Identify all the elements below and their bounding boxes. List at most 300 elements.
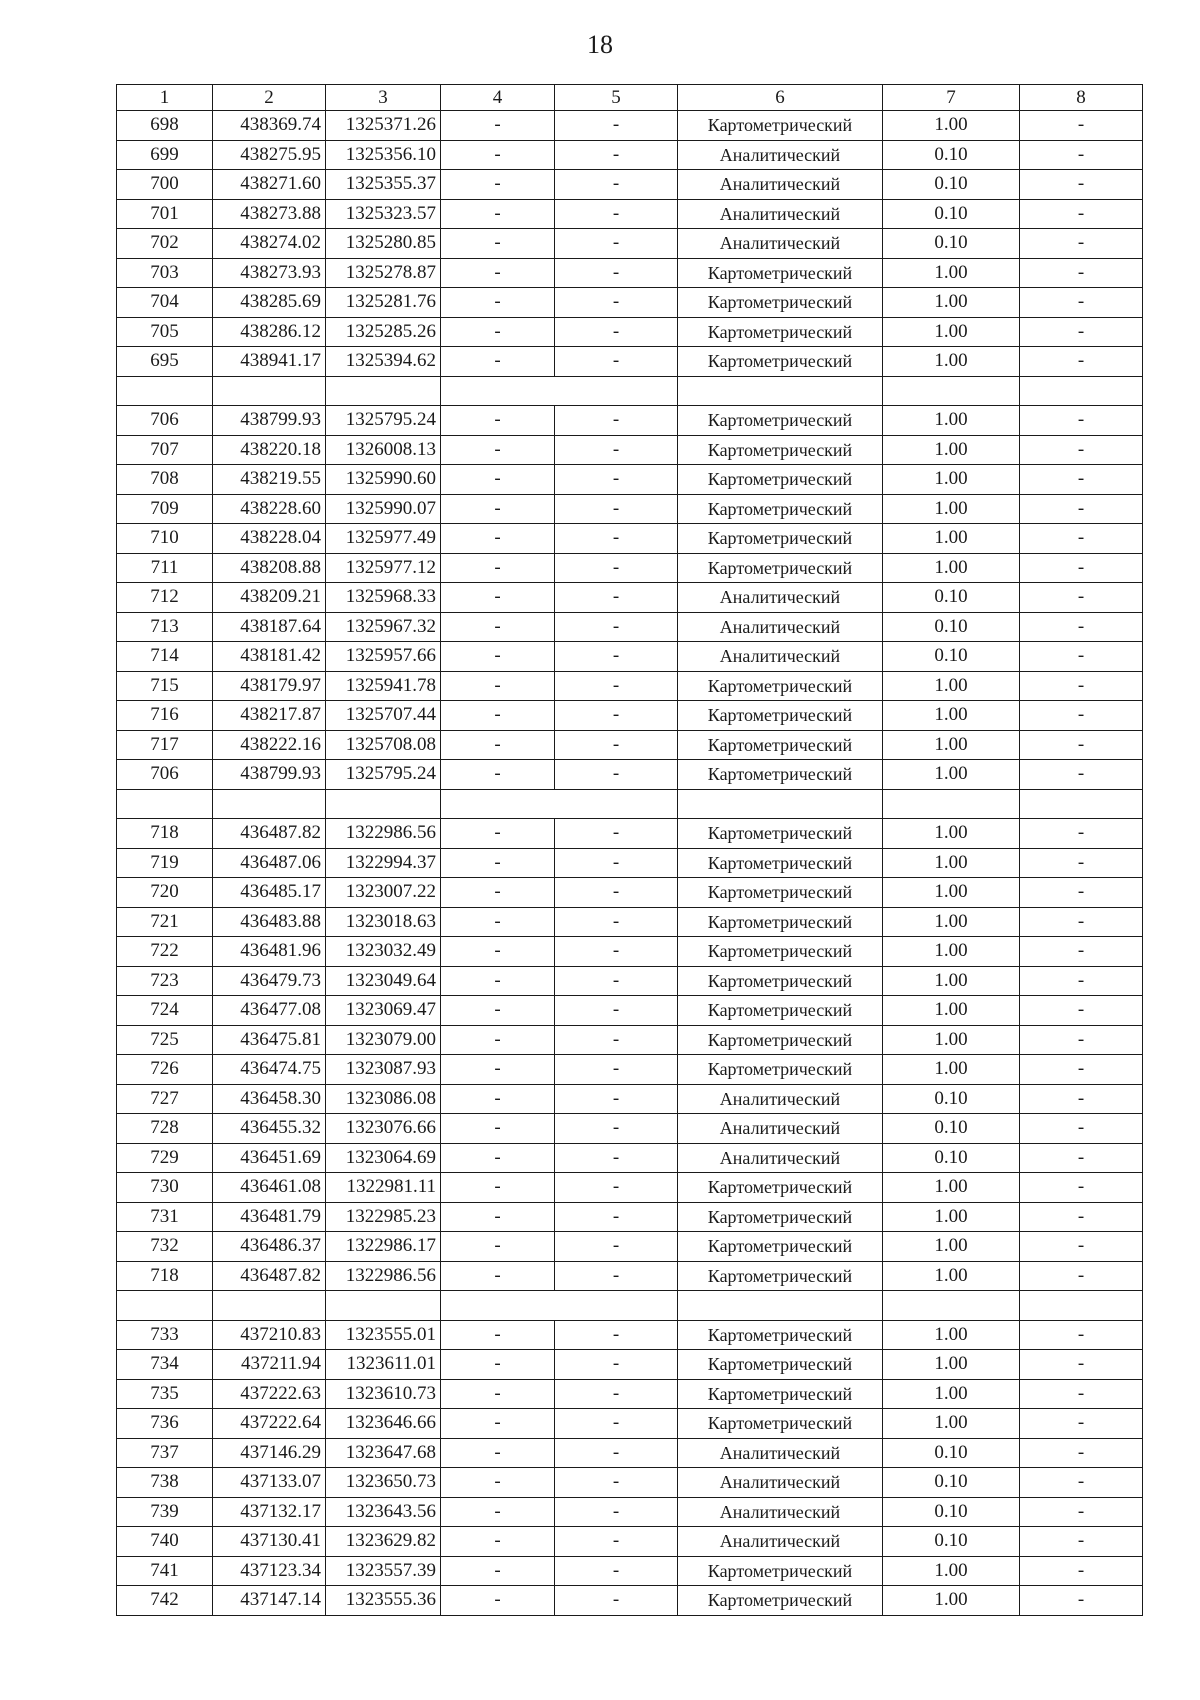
x-coordinate-cell: 438271.60 [213, 170, 326, 200]
col-4-cell: - [441, 435, 555, 465]
col-8-cell: - [1020, 1055, 1143, 1085]
col-8-cell: - [1020, 494, 1143, 524]
accuracy-cell: 1.00 [883, 1261, 1020, 1291]
col-5-cell: - [555, 730, 678, 760]
col-8-cell: - [1020, 1202, 1143, 1232]
col-5-cell: - [555, 907, 678, 937]
x-coordinate-cell: 438286.12 [213, 317, 326, 347]
method-cell: Картометрический [678, 907, 883, 937]
col-8-cell: - [1020, 966, 1143, 996]
accuracy-cell: 1.00 [883, 760, 1020, 790]
column-header-3: 3 [326, 85, 441, 111]
method-cell: Картометрический [678, 701, 883, 731]
page-number: 18 [587, 30, 613, 59]
col-8-cell: - [1020, 347, 1143, 377]
x-coordinate-cell: 438220.18 [213, 435, 326, 465]
method-cell: Картометрический [678, 1350, 883, 1380]
method-cell: Картометрический [678, 1586, 883, 1616]
method-cell: Картометрический [678, 288, 883, 318]
accuracy-cell: 1.00 [883, 406, 1020, 436]
x-coordinate-cell: 436455.32 [213, 1114, 326, 1144]
y-coordinate-cell: 1325355.37 [326, 170, 441, 200]
col-4-cell: - [441, 1556, 555, 1586]
col-5-cell: - [555, 258, 678, 288]
x-coordinate-cell: 437222.63 [213, 1379, 326, 1409]
x-coordinate-cell: 437132.17 [213, 1497, 326, 1527]
col-4-cell: - [441, 170, 555, 200]
x-coordinate-cell: 437222.64 [213, 1409, 326, 1439]
y-coordinate-cell: 1322994.37 [326, 848, 441, 878]
table-row [117, 1114, 1143, 1144]
y-coordinate-cell: 1322985.23 [326, 1202, 441, 1232]
x-coordinate-cell: 437210.83 [213, 1320, 326, 1350]
accuracy-cell: 1.00 [883, 524, 1020, 554]
col-5-cell: - [555, 642, 678, 672]
table-row [117, 1232, 1143, 1262]
accuracy-cell: 1.00 [883, 317, 1020, 347]
accuracy-cell: 0.10 [883, 583, 1020, 613]
method-cell: Аналитический [678, 1143, 883, 1173]
col-8-cell: - [1020, 848, 1143, 878]
table-row [117, 1320, 1143, 1350]
x-coordinate-cell: 436475.81 [213, 1025, 326, 1055]
col-4-cell: - [441, 642, 555, 672]
col-8-cell: - [1020, 1261, 1143, 1291]
col-8-cell [1020, 789, 1143, 819]
column-header-8: 8 [1020, 85, 1143, 111]
col-5-cell: - [555, 406, 678, 436]
point-number-cell: 742 [117, 1586, 213, 1616]
table-row [117, 1409, 1143, 1439]
method-cell: Картометрический [678, 317, 883, 347]
col-5-cell [555, 376, 678, 406]
column-header-2: 2 [213, 85, 326, 111]
point-number-cell [117, 789, 213, 819]
column-header-1: 1 [117, 85, 213, 111]
accuracy-cell: 1.00 [883, 288, 1020, 318]
table-row [117, 612, 1143, 642]
x-coordinate-cell: 438799.93 [213, 760, 326, 790]
point-number-cell: 700 [117, 170, 213, 200]
col-8-cell: - [1020, 465, 1143, 495]
table-row [117, 199, 1143, 229]
table-row [117, 1527, 1143, 1557]
accuracy-cell: 1.00 [883, 435, 1020, 465]
table-row [117, 258, 1143, 288]
table-row [117, 465, 1143, 495]
col-8-cell: - [1020, 1497, 1143, 1527]
table-body [117, 85, 1143, 1616]
table-row [117, 140, 1143, 170]
point-number-cell: 739 [117, 1497, 213, 1527]
x-coordinate-cell: 436487.82 [213, 819, 326, 849]
accuracy-cell: 1.00 [883, 1202, 1020, 1232]
y-coordinate-cell: 1325280.85 [326, 229, 441, 259]
method-cell: Картометрический [678, 1055, 883, 1085]
table-row [117, 583, 1143, 613]
y-coordinate-cell: 1325977.12 [326, 553, 441, 583]
y-coordinate-cell: 1323643.56 [326, 1497, 441, 1527]
col-8-cell: - [1020, 258, 1143, 288]
y-coordinate-cell: 1326008.13 [326, 435, 441, 465]
point-number-cell: 732 [117, 1232, 213, 1262]
point-number-cell: 711 [117, 553, 213, 583]
col-8-cell: - [1020, 1556, 1143, 1586]
x-coordinate-cell: 438273.88 [213, 199, 326, 229]
col-4-cell: - [441, 1586, 555, 1616]
accuracy-cell: 1.00 [883, 465, 1020, 495]
x-coordinate-cell: 438181.42 [213, 642, 326, 672]
method-cell: Картометрический [678, 524, 883, 554]
x-coordinate-cell: 438222.16 [213, 730, 326, 760]
table-row [117, 347, 1143, 377]
accuracy-cell [883, 376, 1020, 406]
accuracy-cell: 1.00 [883, 553, 1020, 583]
col-4-cell: - [441, 701, 555, 731]
x-coordinate-cell: 438228.04 [213, 524, 326, 554]
accuracy-cell: 0.10 [883, 1143, 1020, 1173]
method-cell: Аналитический [678, 1114, 883, 1144]
table-row [117, 937, 1143, 967]
y-coordinate-cell: 1323079.00 [326, 1025, 441, 1055]
x-coordinate-cell: 438187.64 [213, 612, 326, 642]
col-5-cell: - [555, 1379, 678, 1409]
col-4-cell: - [441, 1527, 555, 1557]
y-coordinate-cell: 1323650.73 [326, 1468, 441, 1498]
col-5-cell: - [555, 1232, 678, 1262]
col-4-cell: - [441, 1379, 555, 1409]
accuracy-cell: 1.00 [883, 1320, 1020, 1350]
col-5-cell: - [555, 1173, 678, 1203]
col-5-cell: - [555, 1055, 678, 1085]
col-8-cell: - [1020, 1114, 1143, 1144]
table-row [117, 730, 1143, 760]
col-8-cell: - [1020, 1143, 1143, 1173]
method-cell: Картометрический [678, 760, 883, 790]
accuracy-cell: 1.00 [883, 494, 1020, 524]
col-8-cell: - [1020, 140, 1143, 170]
col-5-cell: - [555, 1497, 678, 1527]
method-cell: Картометрический [678, 937, 883, 967]
accuracy-cell: 0.10 [883, 1114, 1020, 1144]
x-coordinate-cell: 437147.14 [213, 1586, 326, 1616]
col-5-cell: - [555, 1409, 678, 1439]
method-cell: Картометрический [678, 996, 883, 1026]
accuracy-cell: 1.00 [883, 1173, 1020, 1203]
col-8-cell: - [1020, 170, 1143, 200]
y-coordinate-cell: 1323076.66 [326, 1114, 441, 1144]
x-coordinate-cell: 438799.93 [213, 406, 326, 436]
method-cell: Картометрический [678, 878, 883, 908]
column-header-5: 5 [555, 85, 678, 111]
col-5-cell: - [555, 583, 678, 613]
method-cell: Картометрический [678, 111, 883, 141]
col-5-cell [555, 1291, 678, 1321]
accuracy-cell: 1.00 [883, 1025, 1020, 1055]
y-coordinate-cell: 1323555.01 [326, 1320, 441, 1350]
y-coordinate-cell: 1325323.57 [326, 199, 441, 229]
accuracy-cell: 1.00 [883, 671, 1020, 701]
method-cell: Картометрический [678, 1261, 883, 1291]
accuracy-cell: 0.10 [883, 199, 1020, 229]
point-number-cell: 703 [117, 258, 213, 288]
y-coordinate-cell: 1325707.44 [326, 701, 441, 731]
col-5-cell: - [555, 465, 678, 495]
y-coordinate-cell: 1322981.11 [326, 1173, 441, 1203]
method-cell: Аналитический [678, 583, 883, 613]
point-number-cell: 729 [117, 1143, 213, 1173]
y-coordinate-cell: 1325967.32 [326, 612, 441, 642]
y-coordinate-cell: 1325356.10 [326, 140, 441, 170]
col-4-cell: - [441, 317, 555, 347]
point-number-cell: 705 [117, 317, 213, 347]
col-8-cell: - [1020, 937, 1143, 967]
y-coordinate-cell: 1323032.49 [326, 937, 441, 967]
table-row [117, 229, 1143, 259]
y-coordinate-cell: 1325795.24 [326, 406, 441, 436]
col-5-cell: - [555, 347, 678, 377]
col-8-cell: - [1020, 288, 1143, 318]
point-number-cell: 718 [117, 819, 213, 849]
col-4-cell [441, 1291, 555, 1321]
col-5-cell: - [555, 1143, 678, 1173]
table-row [117, 494, 1143, 524]
y-coordinate-cell: 1322986.17 [326, 1232, 441, 1262]
col-4-cell: - [441, 583, 555, 613]
col-8-cell: - [1020, 111, 1143, 141]
method-cell: Картометрический [678, 1320, 883, 1350]
point-number-cell: 736 [117, 1409, 213, 1439]
col-4-cell: - [441, 524, 555, 554]
point-number-cell: 730 [117, 1173, 213, 1203]
col-8-cell: - [1020, 1468, 1143, 1498]
col-5-cell: - [555, 966, 678, 996]
accuracy-cell: 1.00 [883, 878, 1020, 908]
x-coordinate-cell: 436474.75 [213, 1055, 326, 1085]
col-4-cell: - [441, 996, 555, 1026]
col-5-cell: - [555, 1556, 678, 1586]
table-row [117, 848, 1143, 878]
col-5-cell: - [555, 878, 678, 908]
method-cell: Аналитический [678, 199, 883, 229]
col-4-cell: - [441, 494, 555, 524]
col-8-cell: - [1020, 1320, 1143, 1350]
table-header-row [117, 85, 1143, 111]
col-4-cell: - [441, 671, 555, 701]
coordinates-table [116, 84, 1143, 1616]
point-number-cell: 734 [117, 1350, 213, 1380]
y-coordinate-cell: 1325278.87 [326, 258, 441, 288]
col-8-cell: - [1020, 730, 1143, 760]
point-number-cell: 722 [117, 937, 213, 967]
col-4-cell [441, 376, 555, 406]
method-cell: Аналитический [678, 612, 883, 642]
accuracy-cell: 1.00 [883, 347, 1020, 377]
col-5-cell: - [555, 199, 678, 229]
accuracy-cell: 1.00 [883, 937, 1020, 967]
point-number-cell: 716 [117, 701, 213, 731]
y-coordinate-cell: 1323007.22 [326, 878, 441, 908]
table-row [117, 524, 1143, 554]
point-number-cell: 717 [117, 730, 213, 760]
table-row [117, 1084, 1143, 1114]
table-spacer-row [117, 376, 1143, 406]
point-number-cell: 735 [117, 1379, 213, 1409]
method-cell: Картометрический [678, 406, 883, 436]
point-number-cell: 712 [117, 583, 213, 613]
col-5-cell: - [555, 317, 678, 347]
col-4-cell: - [441, 730, 555, 760]
col-5-cell: - [555, 996, 678, 1026]
method-cell: Картометрический [678, 966, 883, 996]
col-5-cell: - [555, 229, 678, 259]
y-coordinate-cell: 1323064.69 [326, 1143, 441, 1173]
x-coordinate-cell: 438217.87 [213, 701, 326, 731]
col-8-cell: - [1020, 760, 1143, 790]
table-row [117, 170, 1143, 200]
column-header-7: 7 [883, 85, 1020, 111]
col-4-cell: - [441, 1025, 555, 1055]
col-5-cell: - [555, 1527, 678, 1557]
y-coordinate-cell: 1325990.07 [326, 494, 441, 524]
point-number-cell: 733 [117, 1320, 213, 1350]
method-cell: Картометрический [678, 1202, 883, 1232]
point-number-cell: 738 [117, 1468, 213, 1498]
point-number-cell: 719 [117, 848, 213, 878]
col-4-cell: - [441, 1438, 555, 1468]
col-5-cell: - [555, 524, 678, 554]
table-row [117, 1143, 1143, 1173]
y-coordinate-cell: 1325394.62 [326, 347, 441, 377]
table-row [117, 966, 1143, 996]
col-5-cell: - [555, 170, 678, 200]
col-8-cell: - [1020, 1527, 1143, 1557]
y-coordinate-cell: 1323087.93 [326, 1055, 441, 1085]
col-4-cell: - [441, 1497, 555, 1527]
col-8-cell: - [1020, 1438, 1143, 1468]
table-row [117, 406, 1143, 436]
accuracy-cell: 1.00 [883, 1232, 1020, 1262]
x-coordinate-cell: 438285.69 [213, 288, 326, 318]
point-number-cell: 715 [117, 671, 213, 701]
point-number-cell: 699 [117, 140, 213, 170]
accuracy-cell: 0.10 [883, 170, 1020, 200]
col-8-cell: - [1020, 612, 1143, 642]
col-5-cell: - [555, 1320, 678, 1350]
accuracy-cell: 1.00 [883, 1409, 1020, 1439]
table-row [117, 1468, 1143, 1498]
col-4-cell: - [441, 140, 555, 170]
col-5-cell: - [555, 848, 678, 878]
point-number-cell: 718 [117, 1261, 213, 1291]
x-coordinate-cell: 436483.88 [213, 907, 326, 937]
x-coordinate-cell: 438219.55 [213, 465, 326, 495]
method-cell: Картометрический [678, 730, 883, 760]
col-8-cell: - [1020, 996, 1143, 1026]
table-row [117, 701, 1143, 731]
table-spacer-row [117, 789, 1143, 819]
method-cell: Аналитический [678, 1084, 883, 1114]
point-number-cell: 720 [117, 878, 213, 908]
method-cell: Аналитический [678, 1527, 883, 1557]
accuracy-cell: 1.00 [883, 1556, 1020, 1586]
method-cell: Аналитический [678, 1438, 883, 1468]
x-coordinate-cell: 438275.95 [213, 140, 326, 170]
point-number-cell [117, 1291, 213, 1321]
x-coordinate-cell: 438209.21 [213, 583, 326, 613]
y-coordinate-cell: 1325371.26 [326, 111, 441, 141]
method-cell: Аналитический [678, 140, 883, 170]
accuracy-cell: 1.00 [883, 1586, 1020, 1616]
accuracy-cell: 1.00 [883, 907, 1020, 937]
point-number-cell: 723 [117, 966, 213, 996]
x-coordinate-cell: 438208.88 [213, 553, 326, 583]
col-8-cell: - [1020, 199, 1143, 229]
col-8-cell: - [1020, 406, 1143, 436]
col-4-cell: - [441, 907, 555, 937]
x-coordinate-cell: 438941.17 [213, 347, 326, 377]
col-8-cell: - [1020, 1379, 1143, 1409]
col-4-cell: - [441, 878, 555, 908]
col-4-cell: - [441, 199, 555, 229]
col-5-cell: - [555, 140, 678, 170]
point-number-cell: 721 [117, 907, 213, 937]
point-number-cell: 709 [117, 494, 213, 524]
method-cell: Картометрический [678, 1379, 883, 1409]
method-cell: Картометрический [678, 1409, 883, 1439]
x-coordinate-cell: 437133.07 [213, 1468, 326, 1498]
col-5-cell: - [555, 1202, 678, 1232]
x-coordinate-cell: 437130.41 [213, 1527, 326, 1557]
method-cell [678, 789, 883, 819]
table-row [117, 996, 1143, 1026]
col-8-cell: - [1020, 524, 1143, 554]
table-row [117, 1438, 1143, 1468]
accuracy-cell: 1.00 [883, 819, 1020, 849]
table-spacer-row [117, 1291, 1143, 1321]
accuracy-cell: 1.00 [883, 1350, 1020, 1380]
point-number-cell: 740 [117, 1527, 213, 1557]
col-4-cell: - [441, 111, 555, 141]
col-8-cell: - [1020, 583, 1143, 613]
point-number-cell [117, 376, 213, 406]
x-coordinate-cell: 436487.06 [213, 848, 326, 878]
y-coordinate-cell: 1323611.01 [326, 1350, 441, 1380]
col-4-cell: - [441, 966, 555, 996]
point-number-cell: 725 [117, 1025, 213, 1055]
col-4-cell: - [441, 848, 555, 878]
col-4-cell: - [441, 1114, 555, 1144]
accuracy-cell: 0.10 [883, 1084, 1020, 1114]
col-5-cell: - [555, 937, 678, 967]
x-coordinate-cell: 436486.37 [213, 1232, 326, 1262]
x-coordinate-cell: 436479.73 [213, 966, 326, 996]
x-coordinate-cell: 436461.08 [213, 1173, 326, 1203]
col-5-cell: - [555, 1438, 678, 1468]
point-number-cell: 704 [117, 288, 213, 318]
table-row [117, 760, 1143, 790]
method-cell: Аналитический [678, 229, 883, 259]
table-row [117, 1556, 1143, 1586]
point-number-cell: 708 [117, 465, 213, 495]
col-5-cell: - [555, 1114, 678, 1144]
table-row [117, 435, 1143, 465]
y-coordinate-cell: 1325708.08 [326, 730, 441, 760]
col-4-cell: - [441, 347, 555, 377]
x-coordinate-cell: 437123.34 [213, 1556, 326, 1586]
point-number-cell: 701 [117, 199, 213, 229]
accuracy-cell: 1.00 [883, 111, 1020, 141]
